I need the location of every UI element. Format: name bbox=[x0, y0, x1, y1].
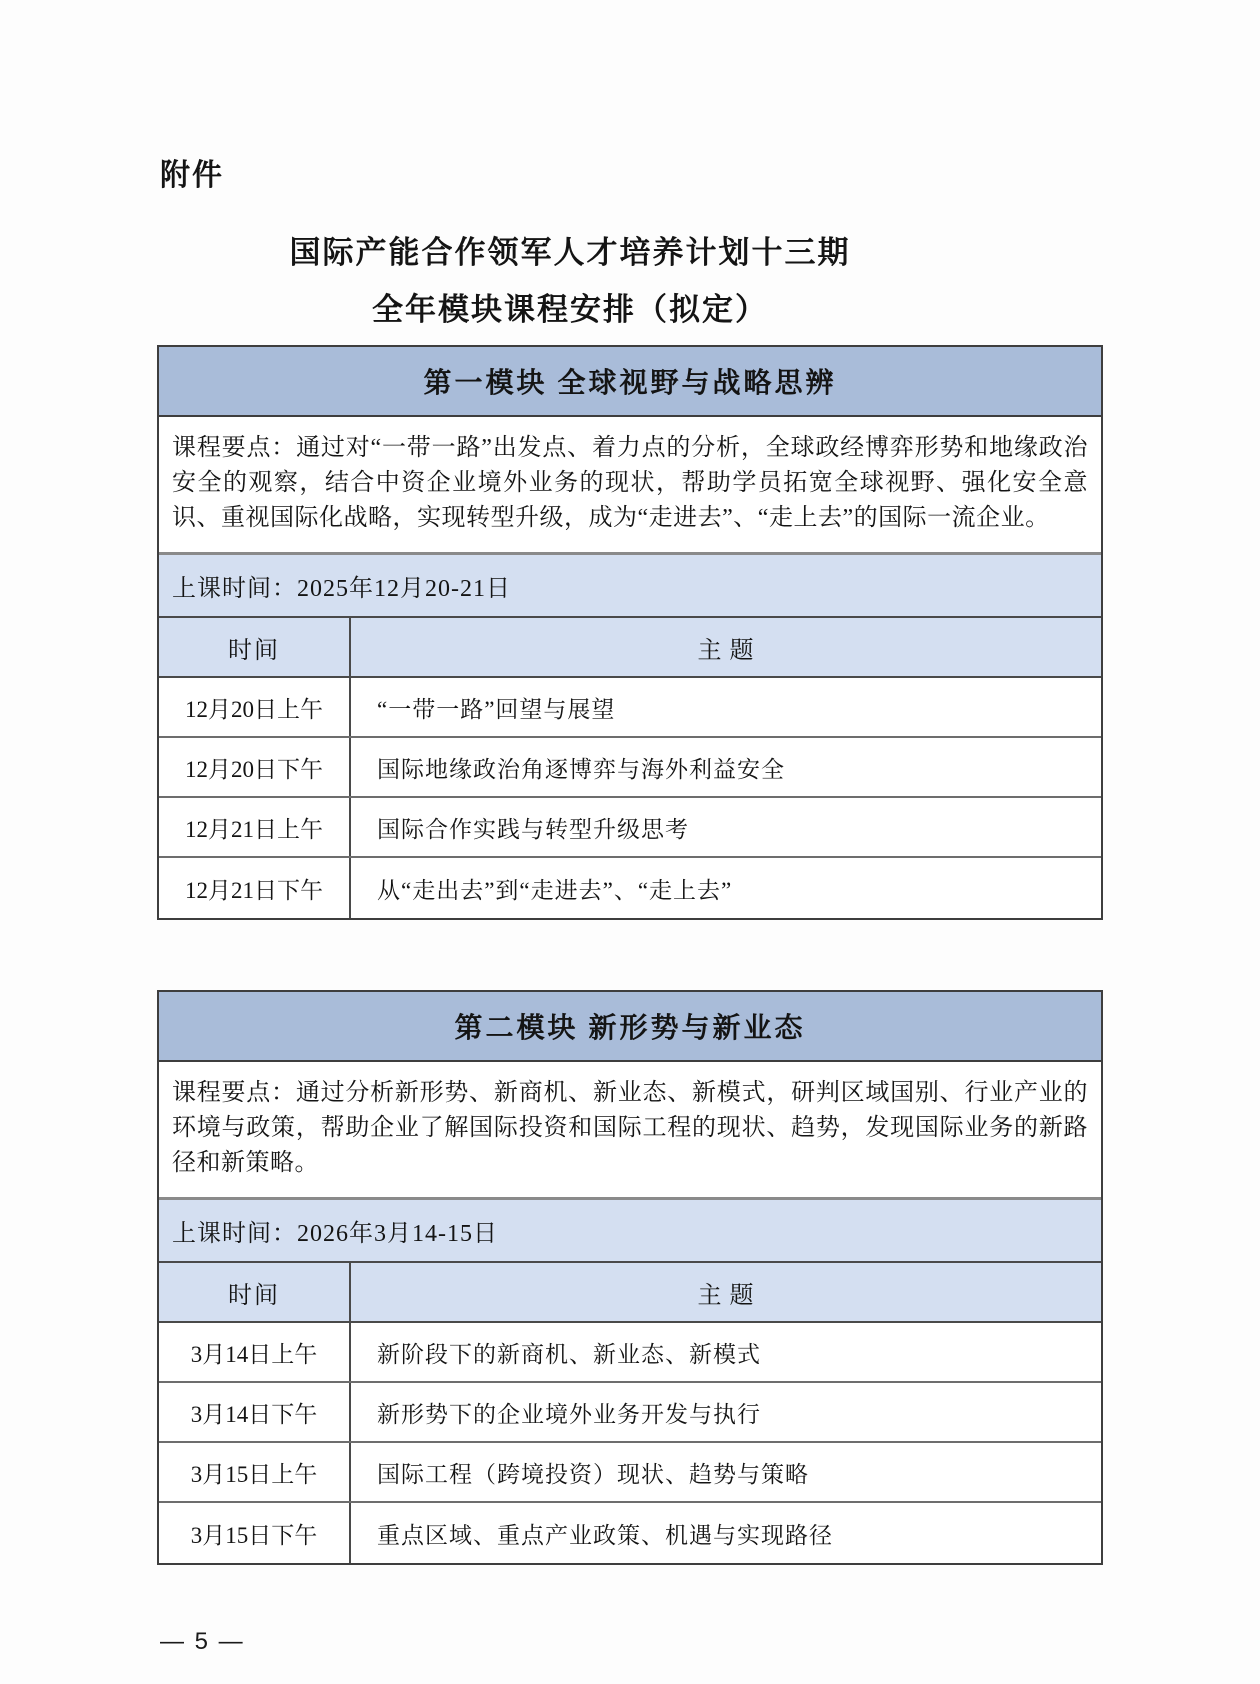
row-topic-cell: 重点区域、重点产业政策、机遇与实现路径 bbox=[377, 1522, 833, 1548]
column-header-time: 时间 bbox=[159, 618, 351, 676]
column-header-topic: 主 题 bbox=[697, 637, 755, 664]
row-time-cell: 3月15日下午 bbox=[159, 1503, 351, 1563]
table-row bbox=[159, 1323, 1101, 1383]
row-topic-cell: 国际地缘政治角逐博弈与海外利益安全 bbox=[377, 756, 785, 782]
module-1-schedule-time: 上课时间：2025年12月20-21日 bbox=[159, 552, 1101, 618]
row-time-cell: 12月20日上午 bbox=[159, 678, 351, 736]
table-row bbox=[159, 1443, 1101, 1503]
row-time-cell: 12月21日下午 bbox=[159, 858, 351, 918]
module-1-table bbox=[157, 345, 1103, 920]
column-header-time: 时间 bbox=[159, 1263, 351, 1321]
document-title-line2: 全年模块课程安排（拟定） bbox=[372, 292, 768, 327]
module-2-title: 第二模块 新形势与新业态 bbox=[159, 992, 1101, 1062]
page-number: — 5 — bbox=[160, 1628, 245, 1655]
module-1-title: 第一模块 全球视野与战略思辨 bbox=[159, 347, 1101, 417]
row-topic-cell: 新阶段下的新商机、新业态、新模式 bbox=[377, 1341, 761, 1367]
row-time-cell: 3月14日上午 bbox=[159, 1323, 351, 1381]
module-1-summary: 课程要点：通过对“一带一路”出发点、着力点的分析，全球政经博弈形势和地缘政治安全的观察，结合中资企业境外业务的现状，帮助学员拓宽全球视野、强化安全意识、重视国际化战略，实现转型升级，成为“走进去”、“走上去”的国际一流企业。 bbox=[172, 435, 1088, 531]
module-2-table bbox=[157, 990, 1103, 1565]
row-topic-cell: 国际工程（跨境投资）现状、趋势与策略 bbox=[377, 1461, 809, 1487]
document-title-line1: 国际产能合作领军人才培养计划十三期 bbox=[289, 235, 851, 270]
column-header-topic: 主 题 bbox=[697, 1282, 755, 1309]
table-row bbox=[159, 858, 1101, 918]
module-2-column-header-row bbox=[159, 1263, 1101, 1323]
table-row bbox=[159, 798, 1101, 858]
row-topic-cell: 国际合作实践与转型升级思考 bbox=[377, 816, 689, 842]
row-topic-cell: “一带一路”回望与展望 bbox=[377, 696, 616, 722]
row-time-cell: 12月21日上午 bbox=[159, 798, 351, 856]
row-time-cell: 12月20日下午 bbox=[159, 738, 351, 796]
module-1-column-header-row bbox=[159, 618, 1101, 678]
table-row bbox=[159, 678, 1101, 738]
row-time-cell: 3月15日上午 bbox=[159, 1443, 351, 1501]
table-row bbox=[159, 1503, 1101, 1563]
attachment-label: 附件 bbox=[160, 159, 224, 192]
module-2-summary: 课程要点：通过分析新形势、新商机、新业态、新模式，研判区域国别、行业产业的环境与政策，帮助企业了解国际投资和国际工程的现状、趋势，发现国际业务的新路径和新策略。 bbox=[172, 1080, 1088, 1176]
module-2-schedule-time: 上课时间：2026年3月14-15日 bbox=[159, 1197, 1101, 1263]
row-topic-cell: 新形势下的企业境外业务开发与执行 bbox=[377, 1401, 761, 1427]
document-title bbox=[97, 224, 1043, 338]
row-time-cell: 3月14日下午 bbox=[159, 1383, 351, 1441]
row-topic-cell: 从“走出去”到“走进去”、“走上去” bbox=[377, 877, 733, 903]
table-row bbox=[159, 738, 1101, 798]
table-row bbox=[159, 1383, 1101, 1443]
